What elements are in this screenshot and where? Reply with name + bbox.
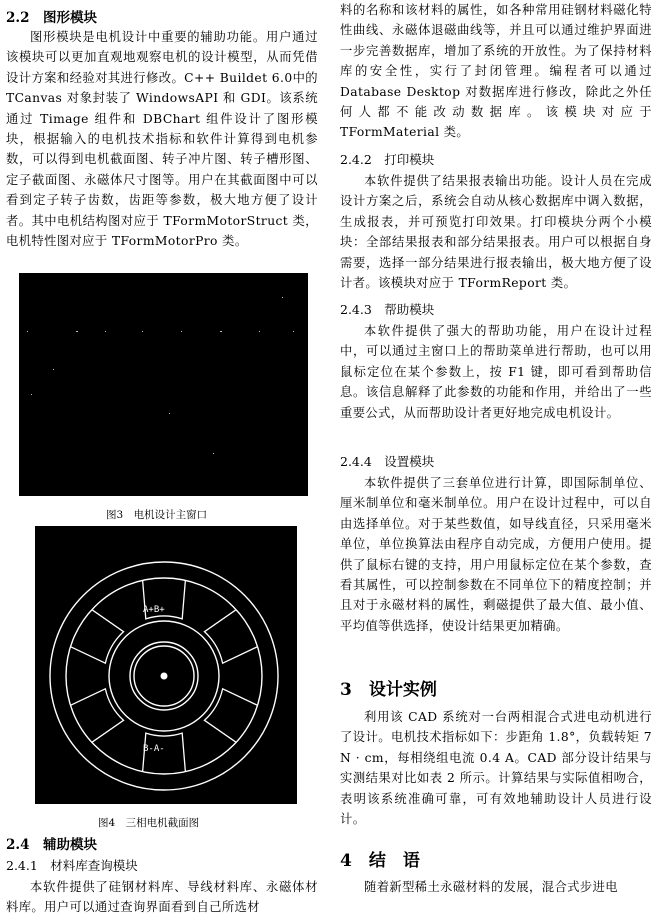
section-2-4-2-body: 本软件提供了结果报表输出功能。设计人员在完成设计方案之后，系统会自动从核心数据库中调入数据，生成报表，并可预览打印效果。打印模块分两个小模块：全部结果报表和部分结果报表。用户可以根据自身需要，选择一部分结果进行报表输出，极大地方便了设计者。该模块对应于 TFormReport 类。: [340, 174, 652, 291]
figure-3-speckles: [19, 273, 308, 496]
section-2-4-3-body: 本软件提供了强大的帮助功能，用户在设计过程中，可以通过主窗口上的帮助菜单进行帮助，也可以用鼠标定位在某个参数上，按 F1 键，即可看到帮助信息。该信息解释了此参数的功能和作用，并给出了一些重要公式，从而帮助设计者更好地完成电机设计。: [340, 324, 652, 420]
continued-body: 料的名称和该材料的属性，如各种常用硅钢材料磁化特性曲线、永磁体退磁曲线等，并且可以通过维护界面进一步完善数据库，增加了系统的开放性。为了保持材料库的安全性，实行了封闭管理。编程者可以通过 Database Desktop 对数据库进行修改，除此之外任何人都不能改动数据库。该模块对应于 TFormMaterial 类。: [340, 3, 652, 140]
section-4-body: 随着新型稀土永磁材料的发展，混合式步进电: [364, 880, 618, 894]
stator-tooth: [204, 610, 257, 664]
section-2-4-3-title: 2.4.3 帮助模块: [340, 302, 435, 317]
figure-3-caption: 图3 电机设计主窗口: [106, 509, 208, 521]
section-3-title: 3 设计实例: [340, 680, 437, 700]
section-2-4-2-title: 2.4.2 打印模块: [340, 152, 435, 167]
figure-3-image: [19, 273, 308, 496]
figure-4-image: [35, 526, 297, 804]
section-2-4-title: 2.4 辅助模块: [6, 837, 97, 853]
section-2-4-1-body: 本软件提供了硅钢材料库、导线材料库、永磁体材料库。用户可以通过查询界面看到自己所选材: [6, 880, 318, 915]
winding-label-bottom: B-A-: [143, 744, 165, 754]
section-2-2-title: 2.2 图形模块: [6, 10, 97, 26]
section-2-4-1-title: 2.4.1 材料库查询模块: [6, 858, 138, 873]
section-2-4-4-body: 本软件提供了三套单位进行计算，即国际制单位、厘米制单位和毫米制单位。用户在设计过程中，可以自由选择单位。对于某些数值，如导线直径，只采用毫米单位，单位换算法由程序自动完成，方便用户使用。提供了鼠标右键的支持，用户用鼠标定位在某个参数，查看其属性，可以控制参数在不同单位下的精度控制；并且对于永磁材料的属性，剩磁提供了最大值、最小值、平均值等供选择，使设计结果更加精确。: [340, 476, 652, 633]
section-2-2-body: 图形模块是电机设计中重要的辅助功能。用户通过该模块可以更加直观地观察电机的设计模型，从而凭借设计方案和经验对其进行修改。C++ Buildet 6.0中的 TCanvas 对象封装了 WindowsAPI 和 GDI。该系统通过 Timage 组件和 DBChart 组件设计了图形模块，根据输入的电机技术指标和软件计算得到电机参数，可以得到电机截面图、转子冲片图、转子槽形图、定子截面图、永磁体尺寸图等。用户在其截面图中可以看到定子转子齿数，齿距等参数，极大地方便了设计者。其中电机结构图对应于 TFormMotorStruct 类，电机特性图对应于 TFormMotorPro 类。: [6, 30, 318, 249]
winding-label-top: A+B+: [143, 605, 165, 615]
stator-tooth: [204, 689, 257, 743]
stator-tooth: [70, 689, 123, 743]
section-2-4-4-title: 2.4.4 设置模块: [340, 454, 435, 469]
section-4-title: 4 结 语: [340, 851, 420, 871]
section-3-body: 利用该 CAD 系统对一台两相混合式进电动机进行了设计。电机技术指标如下：步距角 1.8°，负载转矩 7 N · cm，每相绕组电流 0.4 A。CAD 部分设计结果与实测结果对比如表 2 所示。计算结果与实际值相吻合，表明该系统准确可靠，可有效地辅助设计人员进行设计。: [340, 710, 652, 827]
stator-tooth: [70, 610, 123, 664]
motor-cross-section: [35, 526, 297, 804]
figure-4-caption: 图4 三相电机截面图: [98, 817, 200, 829]
